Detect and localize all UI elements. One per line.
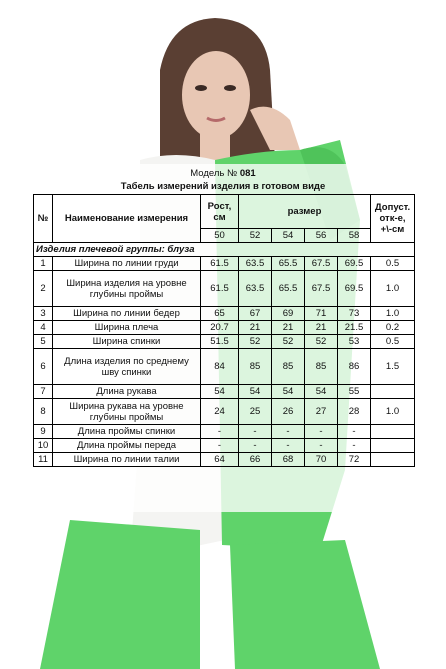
header-height: Рост, см	[201, 195, 239, 229]
value-cell: 65	[201, 307, 239, 321]
value-cell: 85	[272, 349, 305, 385]
tolerance-cell: 0.2	[371, 321, 415, 335]
value-cell: 61.5	[201, 271, 239, 307]
measurement-table	[33, 194, 415, 467]
group-title: Изделия плечевой группы: блуза	[34, 243, 415, 257]
value-cell: -	[305, 425, 338, 439]
value-cell: -	[201, 439, 239, 453]
value-cell: 26	[272, 399, 305, 425]
model-caption	[0, 168, 446, 180]
row-name: Ширина по линии груди	[53, 257, 201, 271]
tolerance-cell: 1.0	[371, 271, 415, 307]
value-cell: 28	[338, 399, 371, 425]
value-cell: 52	[239, 335, 272, 349]
size-cell: 52	[239, 229, 272, 243]
value-cell: 68	[272, 453, 305, 467]
value-cell: -	[201, 425, 239, 439]
table-row	[34, 453, 415, 467]
tolerance-cell	[371, 385, 415, 399]
value-cell: -	[272, 439, 305, 453]
value-cell: 55	[338, 385, 371, 399]
row-name: Длина проймы переда	[53, 439, 201, 453]
value-cell: 64	[201, 453, 239, 467]
table-row	[34, 385, 415, 399]
value-cell: 86	[338, 349, 371, 385]
value-cell: 20.7	[201, 321, 239, 335]
value-cell: 54	[239, 385, 272, 399]
tolerance-cell	[371, 439, 415, 453]
model-label: Модель №	[190, 168, 238, 179]
value-cell: 84	[201, 349, 239, 385]
size-cell: 54	[272, 229, 305, 243]
value-cell: 27	[305, 399, 338, 425]
value-cell: -	[272, 425, 305, 439]
table-row	[34, 439, 415, 453]
row-name: Ширина плеча	[53, 321, 201, 335]
value-cell: -	[338, 439, 371, 453]
value-cell: 70	[305, 453, 338, 467]
row-number: 4	[34, 321, 53, 335]
row-number: 1	[34, 257, 53, 271]
size-cell: 58	[338, 229, 371, 243]
row-number: 3	[34, 307, 53, 321]
value-cell: 21	[305, 321, 338, 335]
tolerance-cell	[371, 453, 415, 467]
table-row	[34, 349, 415, 385]
row-name: Длина проймы спинки	[53, 425, 201, 439]
header-num: №	[34, 195, 53, 243]
value-cell: 73	[338, 307, 371, 321]
header-tolerance: Допуст. отк-е, +\-см	[371, 195, 415, 243]
value-cell: -	[305, 439, 338, 453]
tolerance-cell: 0.5	[371, 257, 415, 271]
value-cell: 72	[338, 453, 371, 467]
row-name: Ширина по линии бедер	[53, 307, 201, 321]
value-cell: 53	[338, 335, 371, 349]
row-name: Ширина изделия на уровне глубины проймы	[53, 271, 201, 307]
value-cell: 21	[272, 321, 305, 335]
value-cell: 69.5	[338, 257, 371, 271]
value-cell: 66	[239, 453, 272, 467]
table-row	[34, 425, 415, 439]
row-number: 10	[34, 439, 53, 453]
value-cell: 69.5	[338, 271, 371, 307]
row-number: 9	[34, 425, 53, 439]
header-name: Наименование измерения	[53, 195, 201, 243]
table-row	[34, 321, 415, 335]
row-number: 7	[34, 385, 53, 399]
row-name: Длина изделия по среднему шву спинки	[53, 349, 201, 385]
model-number: 081	[239, 168, 256, 179]
row-number: 11	[34, 453, 53, 467]
value-cell: 63.5	[239, 271, 272, 307]
row-number: 6	[34, 349, 53, 385]
tolerance-cell: 1.0	[371, 399, 415, 425]
table-row	[34, 271, 415, 307]
value-cell: 67	[239, 307, 272, 321]
tolerance-cell: 1.5	[371, 349, 415, 385]
value-cell: 51.5	[201, 335, 239, 349]
value-cell: 24	[201, 399, 239, 425]
value-cell: 65.5	[272, 271, 305, 307]
value-cell: 71	[305, 307, 338, 321]
row-number: 5	[34, 335, 53, 349]
value-cell: 21	[239, 321, 272, 335]
value-cell: 67.5	[305, 271, 338, 307]
tolerance-cell: 0.5	[371, 335, 415, 349]
value-cell: 65.5	[272, 257, 305, 271]
table-row	[34, 257, 415, 271]
table-body	[34, 257, 415, 467]
size-cell: 56	[305, 229, 338, 243]
value-cell: -	[239, 425, 272, 439]
row-number: 8	[34, 399, 53, 425]
value-cell: 54	[305, 385, 338, 399]
value-cell: 69	[272, 307, 305, 321]
tolerance-cell	[371, 425, 415, 439]
row-name: Ширина спинки	[53, 335, 201, 349]
table-row	[34, 399, 415, 425]
tolerance-cell: 1.0	[371, 307, 415, 321]
size-cell: 50	[201, 229, 239, 243]
table-title: Табель измерений изделия в готовом виде	[120, 181, 326, 192]
row-name: Длина рукава	[53, 385, 201, 399]
value-cell: 67.5	[305, 257, 338, 271]
value-cell: -	[338, 425, 371, 439]
value-cell: 21.5	[338, 321, 371, 335]
value-cell: 52	[272, 335, 305, 349]
table-row	[34, 307, 415, 321]
header-size: размер	[239, 195, 371, 229]
row-name: Ширина рукава на уровне глубины проймы	[53, 399, 201, 425]
value-cell: 61.5	[201, 257, 239, 271]
value-cell: 54	[272, 385, 305, 399]
row-number: 2	[34, 271, 53, 307]
value-cell: 85	[239, 349, 272, 385]
value-cell: 25	[239, 399, 272, 425]
value-cell: 63.5	[239, 257, 272, 271]
table-row	[34, 335, 415, 349]
value-cell: 52	[305, 335, 338, 349]
row-name: Ширина по линии талии	[53, 453, 201, 467]
value-cell: 54	[201, 385, 239, 399]
value-cell: 85	[305, 349, 338, 385]
value-cell: -	[239, 439, 272, 453]
